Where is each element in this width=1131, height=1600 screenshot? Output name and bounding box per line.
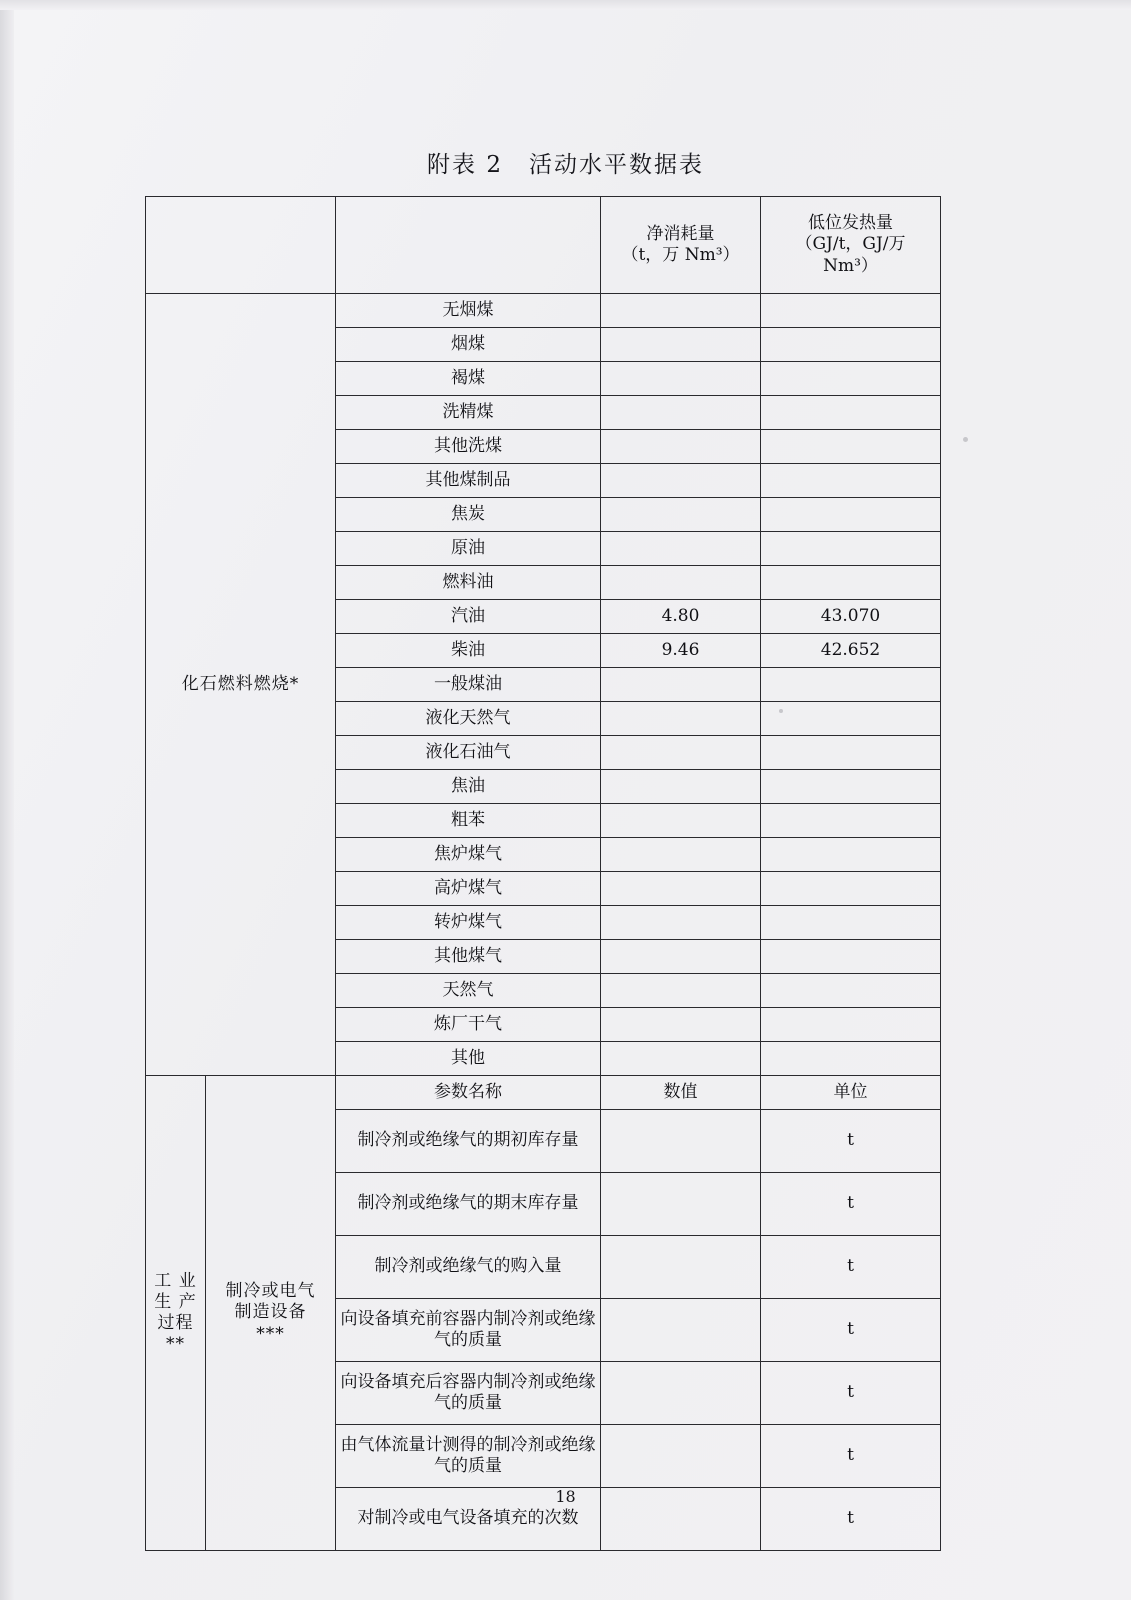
fuel-name: 其他煤气 (336, 940, 601, 974)
activity-data-table (145, 196, 941, 1551)
param-unit: t (761, 1425, 941, 1488)
fuel-net-value (601, 736, 761, 770)
table-row (146, 1076, 941, 1110)
page-title-main: 附表 2 (427, 152, 503, 178)
header-blank-mid (336, 197, 601, 294)
section-label-fossil-fuel: 化石燃料燃烧* (146, 294, 336, 1076)
param-name: 制冷剂或绝缘气的期初库存量 (336, 1110, 601, 1173)
page-edge-shadow-left (0, 0, 14, 1600)
fuel-net-value (601, 294, 761, 328)
param-name: 向设备填充前容器内制冷剂或绝缘气的质量 (336, 1299, 601, 1362)
fuel-heat-value (761, 532, 941, 566)
param-value (601, 1362, 761, 1425)
fuel-name: 燃料油 (336, 566, 601, 600)
fuel-heat-value (761, 430, 941, 464)
fuel-heat-value (761, 294, 941, 328)
fuel-net-value (601, 362, 761, 396)
fuel-name: 一般煤油 (336, 668, 601, 702)
fuel-net-value (601, 872, 761, 906)
fuel-name: 其他洗煤 (336, 430, 601, 464)
fuel-heat-value (761, 498, 941, 532)
fuel-heat-value (761, 804, 941, 838)
fuel-name: 焦油 (336, 770, 601, 804)
fuel-heat-value (761, 362, 941, 396)
param-unit: t (761, 1236, 941, 1299)
page-number: 18 (555, 1487, 576, 1506)
fuel-heat-value: 43.070 (761, 600, 941, 634)
header-net-consumption-line2: （t，万 Nm³） (621, 245, 740, 265)
header-lhv-line3: Nm³） (823, 255, 878, 276)
header-net-consumption-line1: 净消耗量 (646, 223, 715, 244)
fuel-heat-value (761, 328, 941, 362)
fuel-heat-value (761, 702, 941, 736)
industrial-label-line4: ** (166, 1334, 185, 1355)
fuel-name: 焦炉煤气 (336, 838, 601, 872)
param-name: 由气体流量计测得的制冷剂或绝缘气的质量 (336, 1425, 601, 1488)
fuel-name: 转炉煤气 (336, 906, 601, 940)
fuel-name: 原油 (336, 532, 601, 566)
fuel-net-value (601, 1008, 761, 1042)
param-subheader-unit: 单位 (761, 1076, 941, 1110)
fuel-heat-value (761, 906, 941, 940)
subsection-label-line1: 制冷或电气 (225, 1281, 316, 1302)
fuel-name: 粗苯 (336, 804, 601, 838)
fuel-net-value (601, 532, 761, 566)
param-value (601, 1110, 761, 1173)
subsection-label-refrigeration-equipment (206, 1076, 336, 1551)
fuel-net-value (601, 974, 761, 1008)
fuel-net-value (601, 464, 761, 498)
param-value (601, 1425, 761, 1488)
fuel-net-value (601, 1042, 761, 1076)
fuel-name: 焦炭 (336, 498, 601, 532)
header-lhv-line2: （GJ/t，GJ/万 (795, 234, 906, 255)
fuel-heat-value (761, 974, 941, 1008)
fuel-name: 无烟煤 (336, 294, 601, 328)
fuel-net-value (601, 940, 761, 974)
param-subheader-value: 数值 (601, 1076, 761, 1110)
scan-speck (963, 437, 968, 442)
fuel-name: 其他煤制品 (336, 464, 601, 498)
param-name: 向设备填充后容器内制冷剂或绝缘气的质量 (336, 1362, 601, 1425)
header-lower-heating-value (761, 197, 941, 294)
header-blank-left (146, 197, 336, 294)
fuel-name: 高炉煤气 (336, 872, 601, 906)
fuel-name: 炼厂干气 (336, 1008, 601, 1042)
fuel-net-value (601, 668, 761, 702)
fuel-net-value (601, 804, 761, 838)
fuel-name: 洗精煤 (336, 396, 601, 430)
industrial-label-line2: 生 产 (154, 1291, 197, 1312)
param-value (601, 1299, 761, 1362)
page-title (0, 146, 1131, 179)
fuel-name: 柴油 (336, 634, 601, 668)
param-name: 制冷剂或绝缘气的期末库存量 (336, 1173, 601, 1236)
fuel-heat-value (761, 668, 941, 702)
fuel-net-value: 9.46 (601, 634, 761, 668)
industrial-label-line3: 过程 (157, 1313, 194, 1333)
param-unit: t (761, 1110, 941, 1173)
fuel-net-value (601, 702, 761, 736)
fuel-heat-value (761, 396, 941, 430)
fuel-heat-value (761, 736, 941, 770)
subsection-label-line2: 制造设备 (234, 1302, 307, 1323)
fuel-net-value (601, 328, 761, 362)
fuel-name: 汽油 (336, 600, 601, 634)
fuel-heat-value (761, 566, 941, 600)
param-value (601, 1173, 761, 1236)
fuel-net-value (601, 396, 761, 430)
fuel-heat-value (761, 464, 941, 498)
fuel-net-value (601, 430, 761, 464)
param-unit: t (761, 1488, 941, 1551)
header-lhv-line1: 低位发热量 (808, 213, 893, 234)
fuel-heat-value: 42.652 (761, 634, 941, 668)
fuel-heat-value (761, 940, 941, 974)
fuel-heat-value (761, 1008, 941, 1042)
table-row (146, 294, 941, 328)
param-unit: t (761, 1173, 941, 1236)
param-name: 对制冷或电气设备填充的次数 (336, 1488, 601, 1551)
fuel-name: 褐煤 (336, 362, 601, 396)
param-name: 制冷剂或绝缘气的购入量 (336, 1236, 601, 1299)
fuel-name: 其他 (336, 1042, 601, 1076)
fuel-name: 烟煤 (336, 328, 601, 362)
fuel-net-value: 4.80 (601, 600, 761, 634)
fuel-heat-value (761, 1042, 941, 1076)
page-edge-shadow-top (0, 0, 1131, 10)
param-unit: t (761, 1299, 941, 1362)
fuel-heat-value (761, 770, 941, 804)
header-net-consumption (601, 197, 761, 294)
fuel-net-value (601, 498, 761, 532)
fuel-name: 液化天然气 (336, 702, 601, 736)
subsection-label-line3: *** (256, 1323, 285, 1344)
industrial-label-line1: 工 业 (154, 1270, 197, 1291)
fuel-net-value (601, 838, 761, 872)
section-label-industrial-process (146, 1076, 206, 1551)
fuel-net-value (601, 566, 761, 600)
fuel-name: 天然气 (336, 974, 601, 1008)
fuel-net-value (601, 770, 761, 804)
fuel-heat-value (761, 872, 941, 906)
fuel-name: 液化石油气 (336, 736, 601, 770)
param-subheader-name: 参数名称 (336, 1076, 601, 1110)
fuel-heat-value (761, 838, 941, 872)
page-title-sub: 活动水平数据表 (528, 152, 704, 178)
param-unit: t (761, 1362, 941, 1425)
table-header-row (146, 197, 941, 294)
fuel-net-value (601, 906, 761, 940)
param-value (601, 1236, 761, 1299)
